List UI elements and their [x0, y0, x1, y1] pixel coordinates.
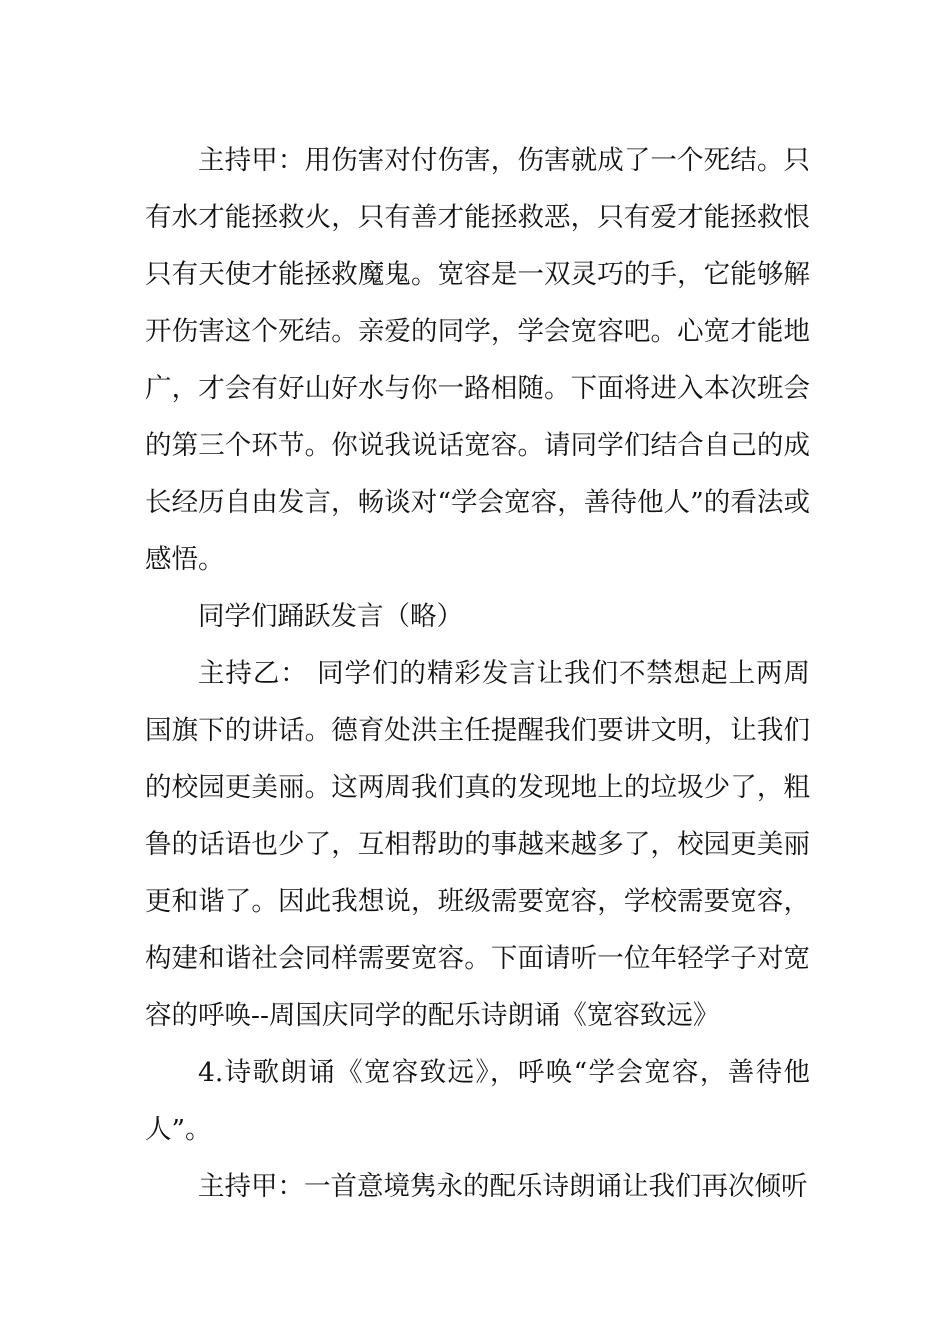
paragraph-student-speeches: 同学们踊跃发言（略）: [198, 601, 463, 632]
paragraph-host-a-intro: 主持甲：用伤害对付伤害，伤害就成了一个死结。只有水才能拯救火，只有善才能拯救恶，只有爱才能拯救恨只有天使才能拯救魔鬼。宽容是一双灵巧的手，它能够解开伤害这个死结。亲爱的同学，学会宽容吧。心宽才能地广，才会有好山好水与你一路相随。下面将进入本次班会的第三个环节。你说我说话宽容。请同学们结合自己的成长经历自由发言，畅谈对“学会宽容，善待他人”的看法或感悟。: [145, 145, 810, 575]
document-body: [145, 132, 810, 1215]
paragraph-host-b-remarks: 主持乙： 同学们的精彩发言让我们不禁想起上两周国旗下的讲话。德育处洪主任提醒我们要讲文明，让我们的校园更美丽。这两周我们真的发现地上的垃圾少了，粗鲁的话语也少了，互相帮助的事越来越多了，校园更美丽更和谐了。因此我想说，班级需要宽容，学校需要宽容，构建和谐社会同样需要宽容。下面请听一位年轻学子对宽容的呼唤--周国庆同学的配乐诗朗诵《宽容致远》: [145, 658, 810, 1031]
paragraph-host-a-closing: 主持甲：一首意境隽永的配乐诗朗诵让我们再次倾听: [198, 1171, 808, 1202]
paragraph-poem-recital: 4.诗歌朗诵《宽容致远》，呼唤“学会宽容，善待他人”。: [145, 1057, 810, 1145]
